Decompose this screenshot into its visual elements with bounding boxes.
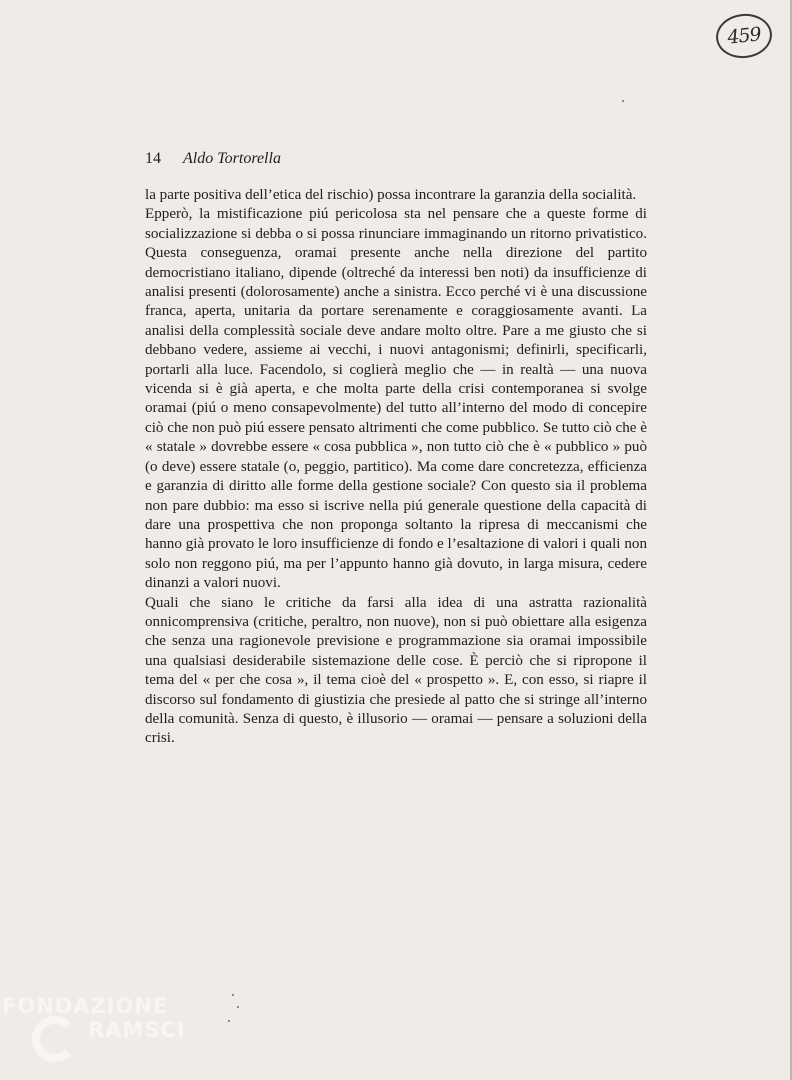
watermark-line2: RAMSCI xyxy=(88,1018,186,1042)
watermark-g-logo-icon xyxy=(32,1016,78,1062)
fondazione-gramsci-watermark xyxy=(2,990,202,1076)
archive-number-stamp xyxy=(714,11,774,61)
scan-speck xyxy=(232,994,234,996)
archive-number: 459 xyxy=(726,23,762,49)
scan-speck xyxy=(237,1006,239,1008)
scan-speck xyxy=(622,100,624,102)
paragraph: Epperò, la mistificazione piú pericolosa sta nel pensare che a queste forme di socializzazione si debba o si possa rinunciare immaginando un ritorno privatistico. Questa conseguenza, oramai presente anche nella direzione del partito democristiano italiano, dipende (oltreché da interessi ben noti) da insufficienze di analisi presenti (dolorosamente) anche a sinistra. Ecco perché vi è una discussione franca, aperta, unitaria da portare serenamente e coraggiosamente avanti. La analisi della complessità sociale deve andare molto oltre. Pare a me giusto che si debbano vedere, assieme ai vecchi, i nuovi antagonismi; definirli, specificarli, portarli alla luce. Facendolo, si coglierà meglio che — in realtà — una nuova vicenda si è già aperta, e che molta parte della crisi contemporanea si svolge oramai (piú o meno consapevolmente) del tutto all’interno del modo di concepire ciò che non può piú essere pensato altrimenti che come pubblico. Se tutto ciò che è « statale » dovrebbe essere « cosa pubblica », non tutto ciò che è « pubblico » può (o deve) essere statale (o, peggio, partitico). Ma come dare concretezza, efficienza e garanzia di diritto alle forme della gestione sociale? Con questo sia il problema non pare dubbio: ma esso si iscrive nella piú generale questione della capacità di dare una prospettiva che non proponga soltanto la ripresa di meccanismi che hanno già provato le loro insufficienze di fondo e l’esaltazione di valori i quali non solo non reggono piú, ma per l’appunto hanno già dovuto, in larga misura, cedere dinanzi a valori nuovi. xyxy=(145,206,647,592)
watermark-line1: FONDAZIONE xyxy=(2,994,169,1018)
paragraph: Quali che siano le critiche da farsi alla idea di una astratta razionalità onnicomprensiva (critiche, peraltro, non nuove), non si può obiettare alla esigenza che senza una ragionevole previsione e programmazione sia oramai impossibile una qualsiasi desiderabile sistemazione delle cose. È perciò che si ripropone il tema del « per che cosa », il tema cioè del « prospetto ». E, con esso, si riapre il discorso sul fondamento di giustizia che presiede al patto che si stringe all’interno della comunità. Senza di questo, è illusorio — oramai — pensare a soluzioni della crisi. xyxy=(145,594,647,747)
page-number: 14 xyxy=(145,150,161,167)
body-text xyxy=(145,186,647,749)
author-name: Aldo Tortorella xyxy=(183,150,281,167)
running-head xyxy=(145,150,281,168)
paragraph: la parte positiva dell’etica del rischio) possa incontrare la garanzia della socialità. xyxy=(145,187,637,203)
scan-speck xyxy=(228,1020,230,1022)
